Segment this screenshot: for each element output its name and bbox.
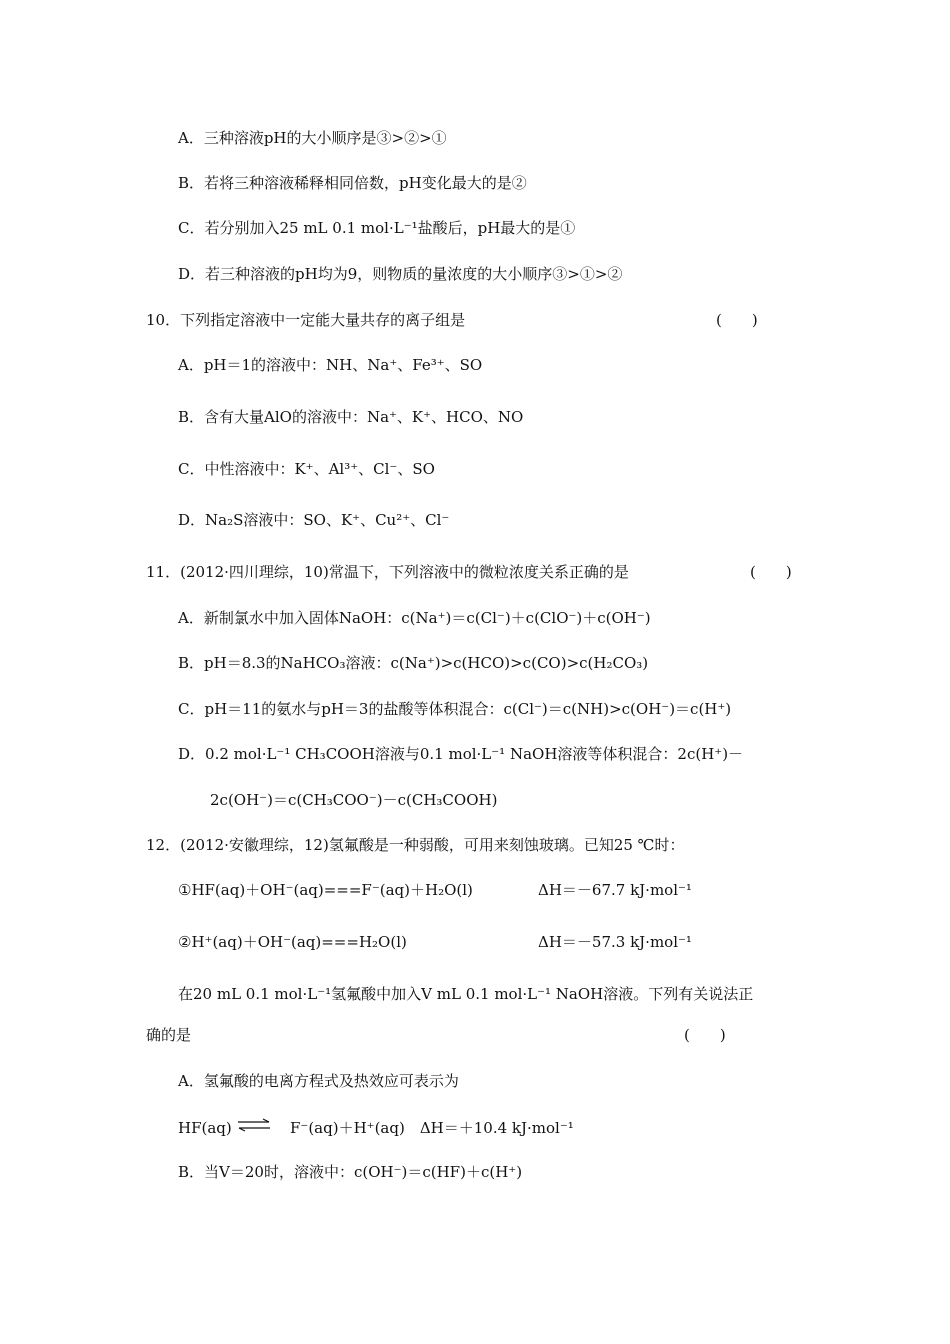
- q11-option-a: A．新制氯水中加入固体NaOH：c(Na⁺)＝c(Cl⁻)＋c(ClO⁻)＋c(OH⁻): [178, 609, 651, 627]
- q9-option-b: B．若将三种溶液稀释相同倍数，pH变化最大的是②: [178, 174, 527, 192]
- q11-option-d-line2: 2c(OH⁻)＝c(CH₃COO⁻)－c(CH₃COOH): [210, 791, 498, 809]
- q10-answer-bracket: ( ): [716, 311, 758, 329]
- q11-option-c: C．pH＝11的氨水与pH＝3的盐酸等体积混合：c(Cl⁻)＝c(NH)>c(OH⁻)＝c(H⁺): [178, 700, 732, 718]
- q10-stem: 10．下列指定溶液中一定能大量共存的离子组是: [146, 311, 466, 329]
- q12-equation-1-enthalpy: ΔH＝－67.7 kJ·mol⁻¹: [538, 881, 692, 899]
- q12-equation-2: ②H⁺(aq)＋OH⁻(aq)===H₂O(l): [178, 933, 407, 951]
- q11-answer-bracket: ( ): [750, 563, 792, 581]
- q11-stem: 11．(2012·四川理综，10)常温下，下列溶液中的微粒浓度关系正确的是: [146, 563, 629, 581]
- q10-option-b: B．含有大量AlO的溶液中：Na⁺、K⁺、HCO、NO: [178, 408, 524, 426]
- equilibrium-arrow-icon: [236, 1118, 272, 1132]
- q9-option-d: D．若三种溶液的pH均为9，则物质的量浓度的大小顺序③>①>②: [178, 265, 623, 283]
- q9-option-c: C．若分别加入25 mL 0.1 mol·L⁻¹盐酸后，pH最大的是①: [178, 219, 576, 237]
- q10-option-d: D．Na₂S溶液中：SO、K⁺、Cu²⁺、Cl⁻: [178, 511, 450, 529]
- q12-option-a: A．氢氟酸的电离方程式及热效应可表示为: [178, 1072, 459, 1090]
- q9-option-a: A．三种溶液pH的大小顺序是③>②>①: [178, 129, 447, 147]
- q12-paragraph-line1: 在20 mL 0.1 mol·L⁻¹氢氟酸中加入V mL 0.1 mol·L⁻¹ NaOH溶液。下列有关说法正: [178, 985, 754, 1003]
- q12-answer-bracket: ( ): [684, 1026, 726, 1044]
- q10-option-c: C．中性溶液中：K⁺、Al³⁺、Cl⁻、SO: [178, 460, 435, 478]
- q12-equation-2-enthalpy: ΔH＝－57.3 kJ·mol⁻¹: [538, 933, 692, 951]
- q12-stem: 12．(2012·安徽理综，12)氢氟酸是一种弱酸，可用来刻蚀玻璃。已知25 ℃时：: [146, 836, 685, 854]
- q12-ionization-products: F⁻(aq)＋H⁺(aq) ΔH＝＋10.4 kJ·mol⁻¹: [290, 1119, 574, 1137]
- q12-ionization-reactant: HF(aq): [178, 1119, 232, 1137]
- q12-option-b: B．当V＝20时，溶液中：c(OH⁻)＝c(HF)＋c(H⁺): [178, 1163, 523, 1181]
- q11-option-d-line1: D．0.2 mol·L⁻¹ CH₃COOH溶液与0.1 mol·L⁻¹ NaOH溶液等体积混合：2c(H⁺)－: [178, 745, 744, 763]
- q12-equation-1: ①HF(aq)＋OH⁻(aq)===F⁻(aq)＋H₂O(l): [178, 881, 473, 899]
- q10-option-a: A．pH＝1的溶液中：NH、Na⁺、Fe³⁺、SO: [178, 356, 483, 374]
- q11-option-b: B．pH＝8.3的NaHCO₃溶液：c(Na⁺)>c(HCO)>c(CO)>c(H₂CO₃): [178, 654, 649, 672]
- q12-paragraph-line2: 确的是: [146, 1026, 192, 1044]
